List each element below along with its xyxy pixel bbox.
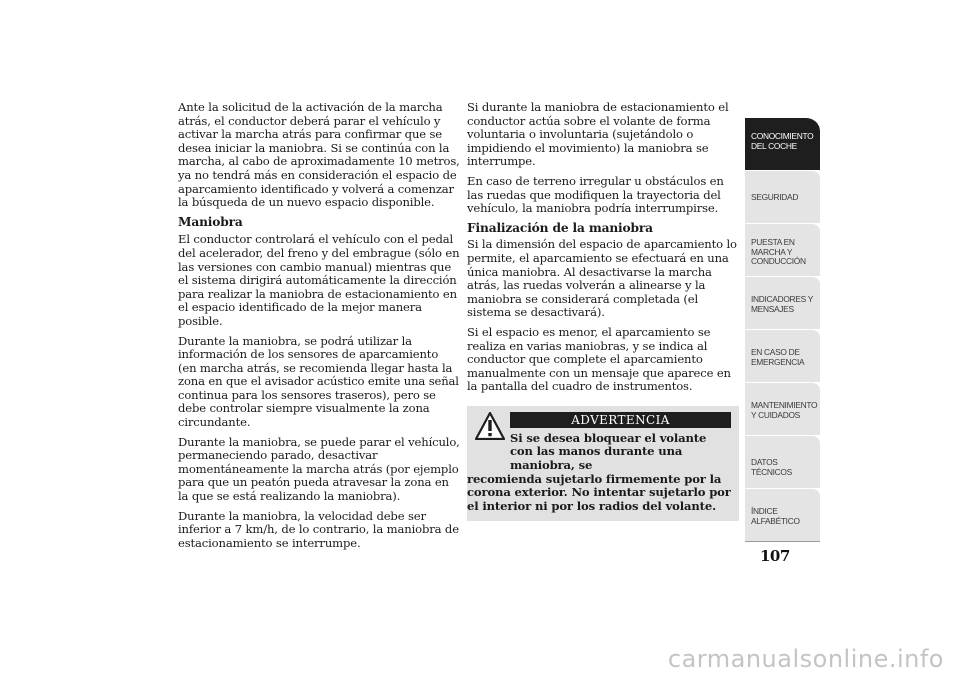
sidebar-tab-datos-tecnicos[interactable]	[745, 435, 820, 488]
page-number: 107	[760, 547, 790, 565]
sidebar-tab-conocimiento[interactable]	[745, 117, 820, 170]
warning-text-rest: recomienda sujetarlo firmemente por la corona exterior. No intentar sujetarlo por el interior ni por los radios del volante.	[467, 471, 731, 513]
section-heading-finalizacion: Finalización de la maniobra	[467, 220, 653, 235]
sidebar-tab-label: SEGURIDAD	[751, 192, 799, 202]
paragraph: En caso de terreno irregular u obstáculos en las ruedas que modifiquen la trayectoria del vehículo, la maniobra podría interrumpirse.	[467, 173, 724, 216]
sidebar-tab-label: INDICADORES Y MENSAJES	[751, 294, 813, 314]
sidebar-tab-indice[interactable]	[745, 488, 820, 541]
section-heading-maniobra: Maniobra	[178, 214, 243, 229]
sidebar-tab-mantenimiento[interactable]	[745, 382, 820, 435]
paragraph: Si durante la maniobra de estacionamiento el conductor actúa sobre el volante de forma voluntaria o involuntaria (sujetándolo o impidiendo el movimiento) la maniobra se interrumpe.	[467, 100, 729, 169]
warning-box	[467, 406, 739, 522]
sidebar-tab-label: EN CASO DE EMERGENCIA	[751, 347, 805, 367]
paragraph: Durante la maniobra, la velocidad debe ser inferior a 7 km/h, de lo contrario, la maniobra de estacionamiento se interrumpe.	[178, 508, 459, 550]
left-column	[178, 101, 460, 556]
chapter-sidebar	[745, 117, 820, 541]
sidebar-tab-label: ÍNDICE ALFABÉTICO	[751, 506, 800, 526]
sidebar-tab-emergencia[interactable]	[745, 329, 820, 382]
warning-text-first: Si se desea bloquear el volante con las manos durante una maniobra, se	[510, 430, 707, 473]
sidebar-tab-label: DATOS TÉCNICOS	[751, 457, 792, 477]
watermark: carmanualsonline.info	[667, 645, 944, 673]
right-column	[467, 101, 739, 521]
sidebar-tab-puesta-en-marcha[interactable]	[745, 223, 820, 276]
sidebar-tab-label: MANTENIMIENTO Y CUIDADOS	[751, 400, 818, 420]
paragraph: Durante la maniobra, se podrá utilizar la información de los sensores de aparcamiento (en marcha atrás, se recomienda llegar hasta la zona en que el avisador acústico emite una señal continua para los sensores traseros), pero se debe controlar siempre visualmente la zona circundante.	[178, 333, 459, 430]
paragraph: Si la dimensión del espacio de aparcamiento lo permite, el aparcamiento se efectuará en una única maniobra. Al desactivarse la marcha atrás, las ruedas volverán a alinearse y la maniobra se considerará completada (el sistema se desactivará).	[467, 237, 737, 320]
warning-title: ADVERTENCIA	[510, 412, 731, 428]
sidebar-tab-seguridad[interactable]	[745, 170, 820, 223]
warning-text	[467, 432, 731, 514]
sidebar-tab-indicadores[interactable]	[745, 276, 820, 329]
sidebar-tab-label: CONOCIMIENTO DEL COCHE	[751, 131, 814, 151]
sidebar-bottom-rule	[745, 541, 820, 542]
paragraph: Ante la solicitud de la activación de la marcha atrás, el conductor deberá parar el vehículo y activar la marcha atrás para confirmar que se desea iniciar la maniobra. Si se continúa con la marcha, al cabo de aproximadamente 10 metros, ya no tendrá más en consideración el espacio de aparcamiento identificado y volverá a comenzar la búsqueda de un nuevo espacio disponible.	[178, 100, 460, 210]
paragraph: Durante la maniobra, se puede parar el vehículo, permaneciendo parado, desactivar momentáneamente la marcha atrás (por ejemplo para que un peatón pueda atravesar la zona en la que se está realizando la maniobra).	[178, 434, 460, 504]
paragraph: El conductor controlará el vehículo con el pedal del acelerador, del freno y del embrague (sólo en las versiones con cambio manual) mientras que el sistema dirigirá automáticamente la dirección para realizar la maniobra de estacionamiento en el espacio identificado de la mejor manera posible.	[178, 232, 460, 328]
warning-triangle-icon	[475, 412, 505, 440]
paragraph: Si el espacio es menor, el aparcamiento se realiza en varias maniobras, y se indica al conductor que complete el aparcamiento manualmente con un mensaje que aparece en la pantalla del cuadro de instrumentos.	[467, 324, 731, 394]
sidebar-tab-label: PUESTA EN MARCHA Y CONDUCCIÓN	[751, 237, 806, 267]
